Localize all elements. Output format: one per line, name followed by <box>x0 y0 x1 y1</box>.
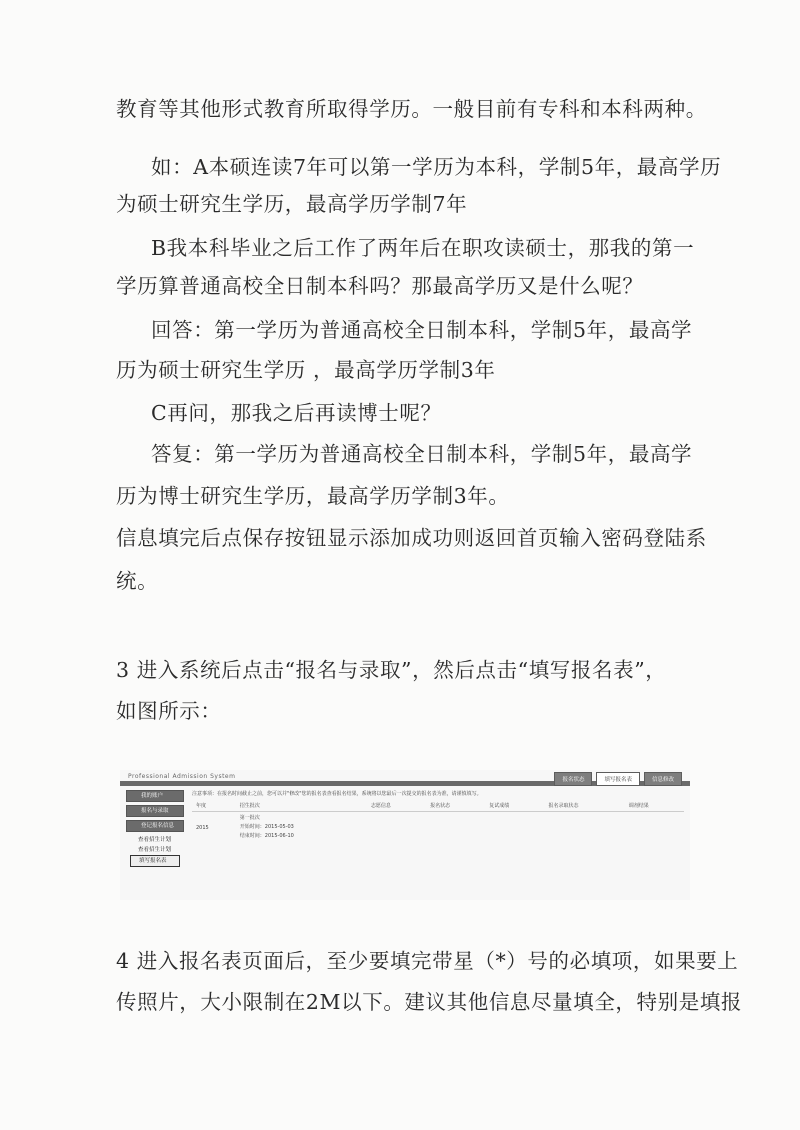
round-start: 开始时间：2015-05-03 <box>239 824 294 830</box>
paragraph-line: 4 进入报名表页面后，至少要填完带星（*）号的必填项，如果要上 <box>116 949 739 973</box>
sidebar-sub-fill-form[interactable]: 填写报名表 <box>130 855 180 867</box>
cell-preference <box>367 812 426 844</box>
sidebar-sub-plan-2[interactable]: 查看招生计划 <box>138 847 172 853</box>
registration-table <box>192 800 684 843</box>
tab-fill-form[interactable]: 填写报名表 <box>596 772 640 786</box>
paragraph-line: 回答：第一学历为普通高校全日制本科，学制5年，最高学 <box>151 318 693 342</box>
cell-year: 2015 <box>196 824 209 831</box>
paragraph-line: 传照片，大小限制在2M以下。建议其他信息尽量填全，特别是填报 <box>116 990 743 1014</box>
notice-text: 注意事项：在报名时间截止之前，您可以并"修改"您的报名表查看报名结果，系统将以您最后一次提交的报名表为准，请谨慎填写。 <box>192 791 482 797</box>
table-header-row <box>192 800 684 812</box>
col-year: 年度 <box>192 800 236 812</box>
round-name: 第一批次 <box>239 815 260 821</box>
col-retest: 复试成绩 <box>485 800 544 812</box>
paragraph-line: 信息填完后点保存按钮显示添加成功则返回首页输入密码登陆系 <box>116 526 707 550</box>
embedded-screenshot <box>120 770 690 900</box>
sidebar-item-account[interactable]: 我的账户 <box>126 790 184 802</box>
col-preference: 志愿信息 <box>367 800 426 812</box>
main-panel <box>192 790 684 895</box>
system-logo: Professional Admission System <box>128 773 236 780</box>
cell-status <box>426 812 485 844</box>
sidebar-item-register[interactable]: 登记报名信息 <box>126 820 184 832</box>
sidebar-sub-plan[interactable]: 查看招生计划 <box>138 837 172 843</box>
col-admission: 报名录取状态 <box>544 800 624 812</box>
col-adjust: 调剂结果 <box>625 800 684 812</box>
tab-status[interactable]: 报名状态 <box>554 772 592 786</box>
paragraph-line: 历为硕士研究生学历 ，最高学历学制3年 <box>116 358 496 382</box>
cell-admission <box>544 812 624 844</box>
paragraph-line: 学历算普通高校全日制本科吗？那最高学历又是什么呢？ <box>116 274 644 298</box>
cell-round <box>236 812 367 844</box>
paragraph-line: 如：A本硕连读7年可以第一学历为本科，学制5年，最高学历 <box>151 155 722 179</box>
paragraph-line: 统。 <box>116 569 159 593</box>
col-status: 报名状态 <box>426 800 485 812</box>
paragraph-line: 3 进入系统后点击“报名与录取”，然后点击“填写报名表”， <box>116 658 667 682</box>
top-tabs <box>554 772 682 786</box>
paragraph-line: 历为博士研究生学历，最高学历学制3年。 <box>116 484 510 508</box>
sidebar-item-admission[interactable]: 报名与录取 <box>126 805 184 817</box>
round-end: 结束时间：2015-06-10 <box>239 833 294 839</box>
sidebar <box>126 790 184 895</box>
cell-adjust <box>625 812 684 844</box>
paragraph-line: 为硕士研究生学历，最高学历学制7年 <box>116 192 468 216</box>
paragraph-line: 如图所示： <box>116 699 222 723</box>
paragraph-line: C再问，那我之后再读博士呢？ <box>151 401 442 425</box>
table-row <box>192 812 684 844</box>
tab-modify[interactable]: 信息修改 <box>644 772 682 786</box>
cell-retest <box>485 812 544 844</box>
paragraph-line: 答复：第一学历为普通高校全日制本科，学制5年，最高学 <box>151 442 693 466</box>
col-round: 招生批次 <box>236 800 367 812</box>
paragraph-line: B我本科毕业之后工作了两年后在职攻读硕士，那我的第一 <box>151 236 695 260</box>
paragraph-line: 教育等其他形式教育所取得学历。一般目前有专科和本科两种。 <box>116 97 707 121</box>
